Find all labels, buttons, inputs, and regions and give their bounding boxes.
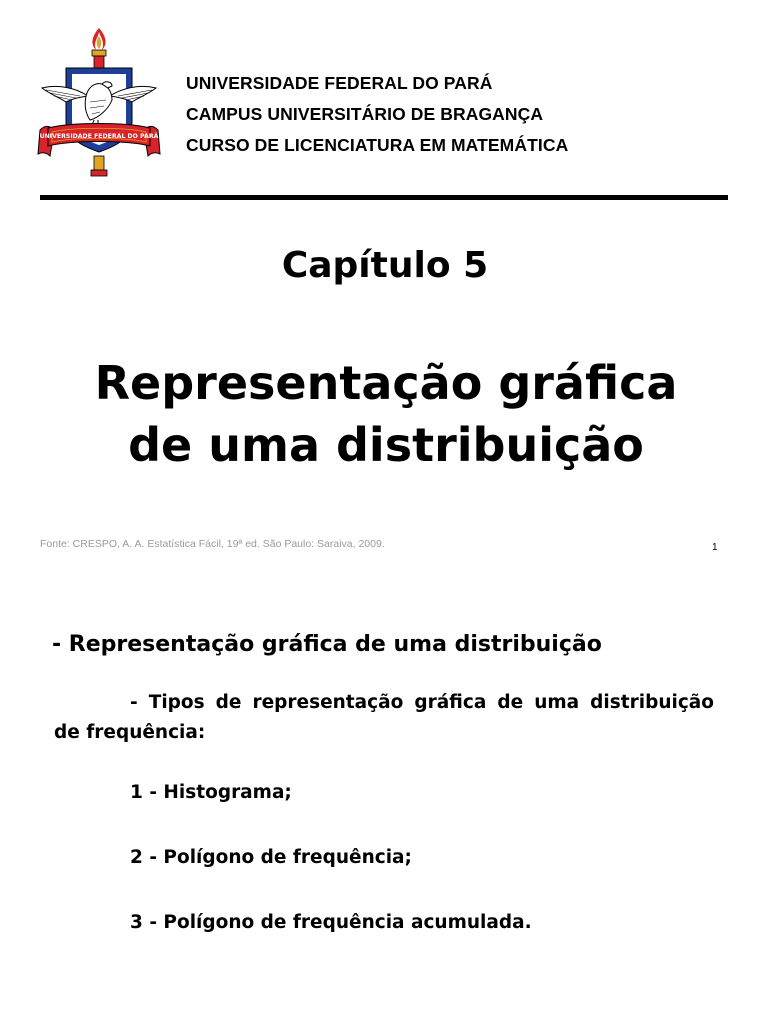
page-number: 1 (712, 542, 718, 553)
university-name: UNIVERSIDADE FEDERAL DO PARÁ (186, 73, 493, 93)
title-line-1: Representação gráfica (94, 356, 678, 410)
logo-text: UNIVERSIDADE FEDERAL DO PARÁ (39, 133, 159, 140)
section-heading: - Representação gráfica de uma distribuição (52, 632, 602, 657)
list-item: 2 - Polígono de frequência; (130, 847, 412, 868)
institution-header (186, 68, 568, 161)
content-slide (0, 580, 768, 1024)
list-item: 1 - Histograma; (130, 782, 292, 803)
ufpa-logo (36, 26, 162, 182)
source-citation: Fonte: CRESPO, A. A. Estatística Fácil, 19ª ed. São Paulo: Saraiva, 2009. (40, 538, 385, 550)
campus-name: CAMPUS UNIVERSITÁRIO DE BRAGANÇA (186, 104, 544, 124)
page-title (0, 352, 768, 476)
title-line-2: de uma distribuição (128, 418, 644, 472)
list-item: 3 - Polígono de frequência acumulada. (130, 912, 532, 933)
representation-types-list (130, 778, 532, 973)
course-name: CURSO DE LICENCIATURA EM MATEMÁTICA (186, 135, 569, 155)
intro-paragraph: - Tipos de representação gráfica de uma distribuição de frequência: (54, 692, 714, 743)
torch-icon (92, 28, 106, 68)
chapter-label: Capítulo 5 (281, 245, 489, 286)
header-divider (40, 195, 728, 200)
